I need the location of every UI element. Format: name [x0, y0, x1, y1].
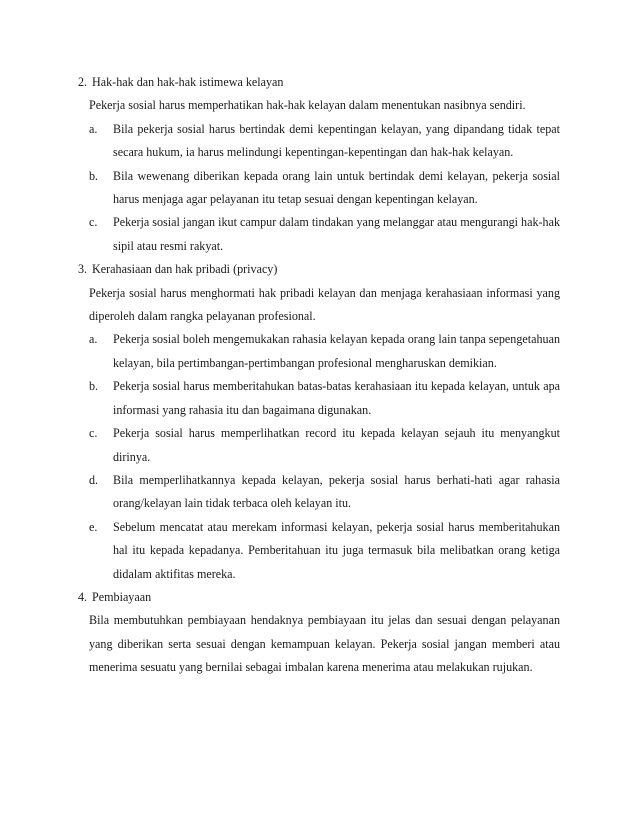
- section-intro: Pekerja sosial harus menghormati hak pribadi kelayan dan menjaga kerahasiaan informasi yang diperoleh dalam rangka pelayanan profesional.: [89, 285, 560, 324]
- list-item: [89, 516, 560, 586]
- list-item: [89, 375, 560, 422]
- section-title: Kerahasiaan dan hak pribadi (privacy): [92, 262, 278, 277]
- list-item: [89, 328, 560, 375]
- list-item-text: Pekerja sosial boleh mengemukakan rahasia kelayan kepada orang lain tanpa sepengetahuan kelayan, bila pertimbangan-pertimbangan profesional mengharuskan demikian.: [113, 332, 560, 370]
- section-list: [89, 118, 560, 258]
- section-list: [89, 328, 560, 585]
- section-kerahasiaan: [78, 258, 560, 586]
- list-item: [89, 211, 560, 258]
- section-title: Pembiayaan: [92, 589, 152, 604]
- list-item: [89, 469, 560, 516]
- section-intro: Pekerja sosial harus memperhatikan hak-hak kelayan dalam menentukan nasibnya sendiri.: [89, 98, 526, 113]
- document-body: [78, 71, 560, 680]
- list-marker: d.: [89, 472, 99, 487]
- list-marker: a.: [89, 332, 98, 347]
- list-marker: c.: [89, 426, 98, 441]
- section-heading: [78, 71, 560, 94]
- section-number: 4.: [78, 589, 88, 604]
- list-item: [89, 165, 560, 212]
- section-number: 2.: [78, 75, 88, 89]
- section-title: Hak-hak dan hak-hak istimewa kelayan: [92, 75, 284, 89]
- section-intro: Bila membutuhkan pembiayaan hendaknya pembiayaan itu jelas dan sesuai dengan pelayanan yang diberikan serta sesuai dengan kemampuan kelayan. Pekerja sosial jangan memberi atau menerima sesuatu yang bernilai sebagai imbalan karena menerima atau melakukan rujukan.: [89, 613, 560, 675]
- section-number: 3.: [78, 262, 88, 277]
- list-marker: b.: [89, 168, 99, 183]
- list-marker: b.: [89, 379, 99, 394]
- section-heading: [78, 258, 560, 281]
- list-item-text: Bila wewenang diberikan kepada orang lain untuk bertindak demi kelayan, pekerja sosial harus menjaga agar pelayanan itu tetap sesuai dengan kepentingan kelayan.: [113, 168, 560, 207]
- list-item-text: Pekerja sosial harus memberitahukan batas-batas kerahasiaan itu kepada kelayan, untuk apa informasi yang rahasia itu dan bagaimana digunakan.: [113, 379, 560, 417]
- list-marker: a.: [89, 121, 98, 136]
- list-item-text: Pekerja sosial harus memperlihatkan record itu kepada kelayan sejauh itu menyangkut dirinya.: [113, 426, 560, 464]
- list-item-text: Bila pekerja sosial harus bertindak demi kepentingan kelayan, yang dipandang tidak tepat secara hukum, ia harus melindungi kepentingan-kepentingan dan hak-hak kelayan.: [113, 121, 560, 160]
- list-marker: c.: [89, 215, 98, 230]
- list-item-text: Bila memperlihatkannya kepada kelayan, pekerja sosial harus berhati-hati agar rahasia orang/kelayan lain tidak terbaca oleh kelayan itu.: [113, 472, 560, 511]
- section-pembiayaan: [78, 586, 560, 680]
- list-item-text: Pekerja sosial jangan ikut campur dalam tindakan yang melanggar atau mengurangi hak-hak sipil atau resmi rakyat.: [113, 215, 560, 253]
- section-heading: [78, 586, 560, 609]
- list-item-text: Sebelum mencatat atau merekam informasi kelayan, pekerja sosial harus memberitahukan hal itu kepada kepadanya. Pemberitahuan itu juga termasuk bila melibatkan orang ketiga didalam aktifitas mereka.: [113, 519, 560, 581]
- section-hak-kelayan: [78, 71, 560, 258]
- list-marker: e.: [89, 519, 98, 534]
- list-item: [89, 422, 560, 469]
- list-item: [89, 118, 560, 165]
